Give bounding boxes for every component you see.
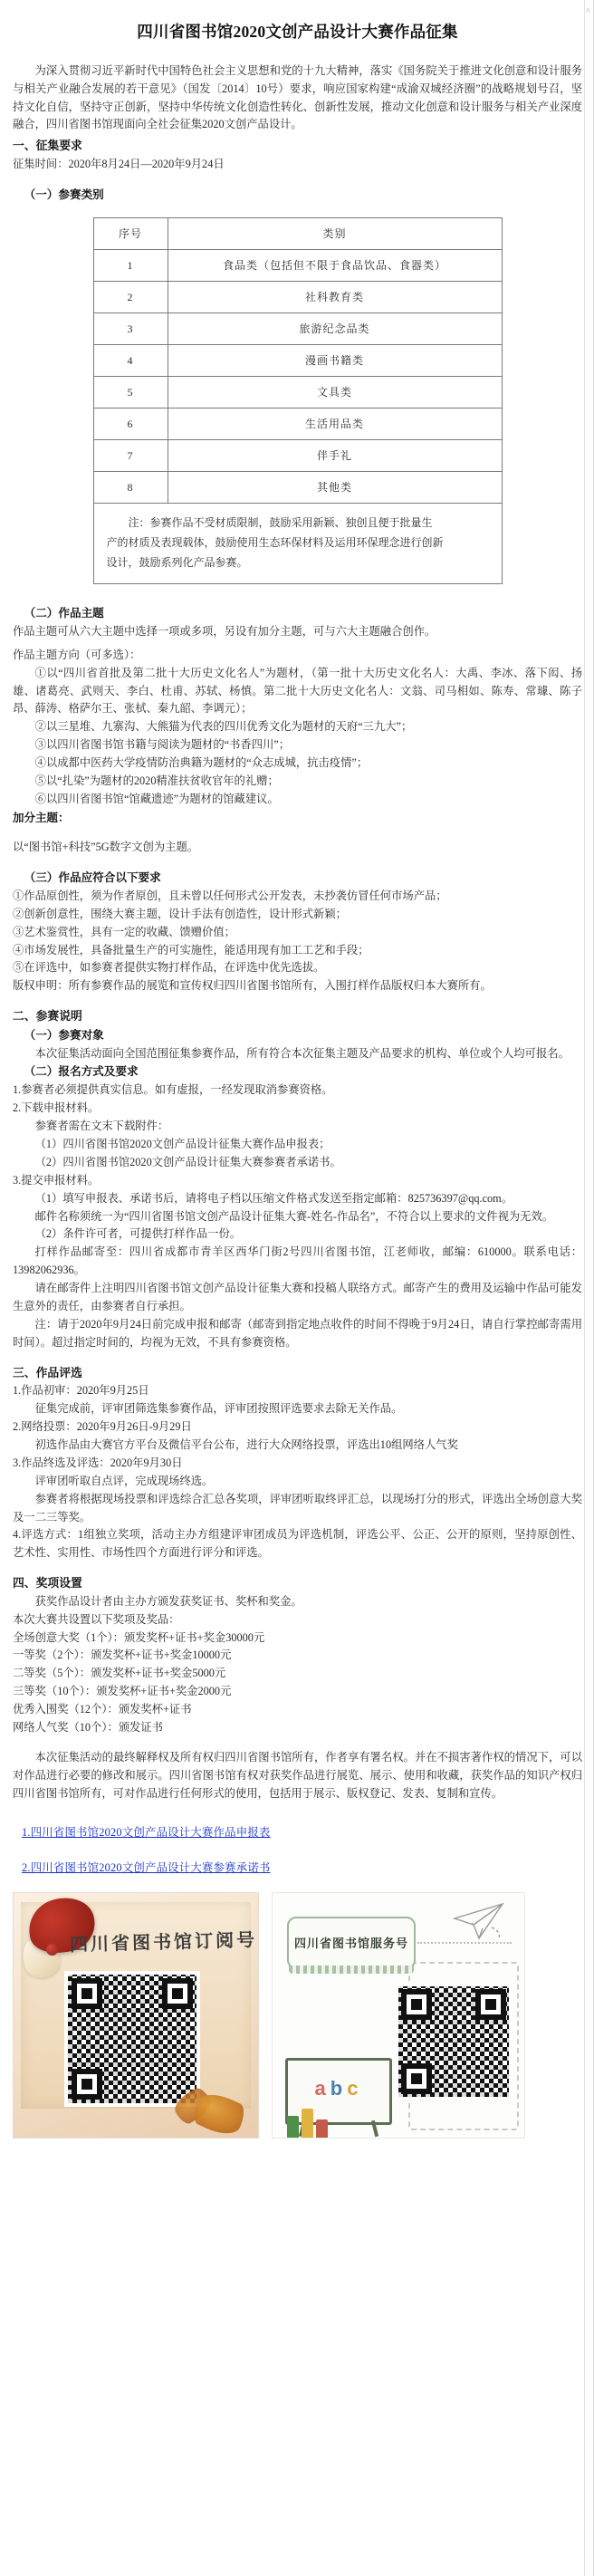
- theme-item-2: ②以三星堆、九寨沟、大熊猫为代表的四川优秀文化为题材的天府“三九大”；: [34, 720, 413, 734]
- category-table: [93, 217, 503, 585]
- review-item-4: 4.评选方式：1组独立奖项，活动主办方组建评审团成员为评选机制，评选公平、公正、公开的原则，坚持原创性、艺术性、实用性、市场性四个方面进行评分和评选。: [13, 1528, 582, 1560]
- requirement-item-2: ②创新创意性，围绕大赛主题，设计手法有创造性，设计形式新颖；: [13, 907, 347, 920]
- registration-item-2-sub: 参赛者需在文末下载附件：: [34, 1119, 169, 1132]
- award-line-2: 本次大赛共设置以下奖项及奖品：: [13, 1612, 180, 1626]
- row-category: 漫画书籍类: [168, 344, 502, 376]
- review-item-2-sub: 初选作品由大赛官方平台及微信平台公布，进行大众网络投票，评选出10组网络人气奖: [34, 1437, 458, 1451]
- review-item-1: 1.作品初审：2020年9月25日: [13, 1384, 149, 1398]
- submission-email-line: （1）填写申报表、承诺书后，请将电子档以压缩文件格式发送至指定邮箱：825736397@qq.com。: [34, 1191, 513, 1205]
- table-header-row: [93, 217, 502, 249]
- section-1-heading: 一、征集要求: [13, 139, 82, 153]
- theme-intro: 作品主题可从六大主题中选择一项或多项，另设有加分主题，可与六大主题融合创作。: [13, 624, 436, 638]
- table-row: [93, 281, 502, 312]
- book-red: [316, 2119, 328, 2139]
- row-category: 旅游纪念品类: [168, 312, 502, 344]
- section-3-heading: 三、作品评选: [13, 1366, 82, 1379]
- table-row: [93, 249, 502, 281]
- requirement-item-1: ①作品原创性，须为作者原创，且未曾以任何形式公开发表，未抄袭仿冒任何市场产品；: [13, 889, 447, 902]
- row-no: 1: [93, 249, 168, 281]
- qr-finder-top-left-icon: [401, 1989, 432, 2020]
- service-account-plaque: [287, 1917, 416, 1969]
- closing-statement: 本次征集活动的最终解释权及所有权归四川省图书馆所有，作者享有署名权。并在不损害著作权的情况下，可以对作品进行必要的修改和展示。四川省图书馆有权对获奖作品进行展览、展示、使用和收藏，获奖作品的知识产权归四川省图书馆所有，可对作品进行任何形式的使用，包括用于展示、版权登记、发表、复制和宣传。: [13, 1751, 582, 1800]
- theme-item-3: ③以四川省图书馆书籍与阅读为题材的“书香四川”；: [34, 738, 291, 752]
- table-row: [93, 439, 502, 471]
- review-item-3-sub-1: 评审团听取自点评，完成现场终选。: [34, 1474, 214, 1487]
- books-decoration-icon: [287, 2109, 328, 2139]
- qr-finder-top-right-icon: [475, 1989, 506, 2020]
- subscription-account-title: 四川省图书馆订阅号: [69, 1930, 258, 1956]
- row-category: 社科教育类: [168, 281, 502, 312]
- section-1-sub-1-heading: （一）参赛类别: [24, 187, 104, 201]
- book-green: [287, 2116, 299, 2139]
- chalk-letter-c: c: [347, 2076, 363, 2100]
- attachments-list: [13, 1823, 582, 1878]
- section-1-sub-2-heading: （二）作品主题: [24, 607, 104, 620]
- table-header-no: 序号: [93, 217, 168, 249]
- table-row: [93, 408, 502, 439]
- section-2-heading: 二、参赛说明: [13, 1010, 82, 1024]
- award-popularity-prize: 网络人气奖（10个）：颁发证书: [13, 1721, 164, 1735]
- dotted-connector-line: [417, 1942, 512, 1944]
- review-item-3: 3.作品终选及评选：2020年9月30日: [13, 1456, 183, 1469]
- scroll-up-arrow-icon[interactable]: ^: [586, 7, 590, 17]
- row-no: 7: [93, 439, 168, 471]
- table-header-category: 类别: [168, 217, 502, 249]
- chalk-letter-b: b: [330, 2076, 348, 2100]
- document-content: [0, 22, 593, 2139]
- row-category: 其他类: [168, 471, 502, 503]
- qr-finder-top-right-icon: [162, 1978, 193, 2009]
- review-item-2: 2.网络投票：2020年9月26日-9月29日: [13, 1420, 192, 1434]
- theme-item-5: ⑤以“扎染”为题材的2020精准扶贫收官年的礼赠；: [34, 774, 279, 788]
- registration-item-2: 2.下载申报材料。: [13, 1101, 100, 1115]
- award-first-prize: 一等奖（2个）：颁发奖杯+证书+奖金10000元: [13, 1648, 232, 1662]
- table-note-line-3: 设计，鼓励系列化产品参赛。: [106, 555, 248, 569]
- requirement-item-3: ③艺术鉴赏性，具有一定的收藏、馈赠价值；: [13, 925, 235, 938]
- chalkboard-letters: [288, 2077, 389, 2100]
- deadline-note: 注：请于2020年9月24日前完成申报和邮寄（邮寄到指定地点收件的时间不得晚于9月24日，请自行掌控邮寄需用时间）。超过指定时间的，均视为无效，不具有参赛资格。: [13, 1317, 582, 1349]
- section-4-heading: 四、奖项设置: [13, 1577, 82, 1591]
- plaque-fringe-decoration: [289, 1966, 414, 1974]
- award-line-1: 获奖作品设计者由主办方颁发获奖证书、奖杯和奖金。: [34, 1594, 302, 1608]
- registration-attachment-2: （2）四川省图书馆2020文创产品设计征集大赛参赛者承诺书。: [34, 1155, 341, 1168]
- row-category: 生活用品类: [168, 408, 502, 439]
- registration-item-1: 1.参赛者必须提供真实信息。如有虚报，一经发现取消参赛资格。: [13, 1083, 333, 1097]
- row-category: 伴手礼: [168, 439, 502, 471]
- book-yellow: [302, 2109, 313, 2139]
- table-row: [93, 312, 502, 344]
- row-no: 8: [93, 471, 168, 503]
- subscription-account-card: [13, 1892, 259, 2139]
- table-row: [93, 376, 502, 408]
- scrollbar-track[interactable]: [584, 0, 593, 2576]
- requirement-item-4: ④市场发展性，具备批量生产的可实施性，能适用现有加工工艺和手段；: [13, 943, 369, 956]
- submission-sample-line: （2）条件许可者，可提供打样作品一份。: [34, 1227, 242, 1241]
- table-note-line-2: 产的材质及表现载体，鼓励使用生态环保材料及运用环保理念进行创新: [106, 535, 444, 549]
- award-finalist-prize: 优秀入围奖（12个）：颁发奖杯+证书: [13, 1703, 192, 1716]
- award-second-prize: 二等奖（5个）：颁发奖杯+证书+奖金5000元: [13, 1667, 226, 1680]
- collection-period: 征集时间：2020年8月24日—2020年9月24日: [13, 157, 225, 170]
- row-no: 3: [93, 312, 168, 344]
- page-title: 四川省图书馆2020文创产品设计大赛作品征集: [137, 23, 458, 41]
- registration-item-3: 3.提交申报材料。: [13, 1173, 100, 1187]
- wax-seal-dot-icon: [46, 1944, 58, 1956]
- row-no: 4: [93, 344, 168, 376]
- table-note: [93, 503, 502, 584]
- bonus-theme-text: 以“图书馆+科技”5G数字文创为主题。: [13, 841, 199, 854]
- table-row: [93, 344, 502, 376]
- service-account-card: [272, 1892, 525, 2139]
- requirement-item-5: ⑤在评选中，如参赛者提供实物打样作品，在评选中优先选拔。: [13, 961, 325, 975]
- award-third-prize: 三等奖（10个）：颁发奖杯+证书+奖金2000元: [13, 1685, 232, 1698]
- mailing-note: 请在邮寄件上注明四川省图书馆文创产品设计征集大赛和投稿人联络方式。邮寄产生的费用及运输中作品可能发生意外的责任，由参赛者自行承担。: [13, 1282, 582, 1313]
- section-1-sub-3-heading: （三）作品应符合以下要求: [24, 871, 161, 885]
- review-item-3-sub-2: 参赛者将根据现场投票和评选综合汇总各奖项，评审团听取终评汇总，以现场打分的形式，评选出全场创意大奖及一二三等奖。: [13, 1492, 582, 1523]
- copyright-statement: 版权申明：所有参赛作品的展览和宣传权归四川省图书馆所有，入围打样作品版权归本大赛所有。: [13, 979, 492, 993]
- section-2-sub-1-heading: （一）参赛对象: [24, 1028, 104, 1042]
- row-category: 食品类（包括但不限于食品饮品、食器类）: [168, 249, 502, 281]
- intro-paragraph: 为深入贯彻习近平新时代中国特色社会主义思想和党的十九大精神，落实《国务院关于推进文化创意和设计服务与相关产业融合发展的若干意见》（国发〔2014〕10号）要求，响应国家构建“成渝双城经济圈”的战略规划号召，坚持文化自信，坚持守正创新，坚持中华传统文化创造性转化、创新性发展，推动文化创意和设计服务与相关产业深度融合，四川省图书馆现面向全社会征集2020文创产品设计。: [13, 63, 582, 131]
- service-account-qr-code[interactable]: [396, 1984, 512, 2100]
- award-grand-prize: 全场创意大奖（1个）：颁发奖杯+证书+奖金30000元: [13, 1630, 265, 1644]
- service-account-title: 四川省图书馆服务号: [293, 1936, 408, 1950]
- theme-direction-label: 作品主题方向（可多选）：: [13, 648, 141, 661]
- submission-email-note: 邮件名称须统一为“四川省图书馆文创产品设计征集大赛-姓名-作品名”，不符合以上要求的文件视为无效。: [34, 1209, 554, 1223]
- registration-attachment-1: （1）四川省图书馆2020文创产品设计征集大赛作品申报表；: [34, 1137, 331, 1150]
- chalk-letter-a: a: [314, 2076, 331, 2100]
- row-no: 6: [93, 408, 168, 439]
- row-category: 文具类: [168, 376, 502, 408]
- qr-code-banner-row: [13, 1878, 582, 2139]
- attachment-link-commitment-letter[interactable]: 2.四川省图书馆2020文创产品设计大赛参赛承诺书: [22, 1860, 271, 1874]
- row-no: 2: [93, 281, 168, 312]
- qr-finder-bottom-left-icon: [72, 2069, 102, 2100]
- mailing-address: 打样作品邮寄至：四川省成都市青羊区西华门街2号四川省图书馆，江老师收，邮编：610000。联系电话：13982062936。: [13, 1245, 582, 1277]
- table-note-row: [93, 503, 502, 584]
- theme-item-1: ①以“四川省首批及第二批十大历史文化名人”为题材，（第一批十大历史文化名人：大禹、李冰、落下闳、扬雄、诸葛亮、武则天、李白、杜甫、苏轼、杨慎。第二批十大历史文化名人：文翁、司马相如、陈寿、常璩、陈子昂、薛涛、格萨尔王、张栻、秦九韶、李调元）；: [13, 666, 582, 716]
- attachment-link-application-form[interactable]: 1.四川省图书馆2020文创产品设计大赛作品申报表: [22, 1825, 271, 1839]
- subscription-account-qr-code[interactable]: [64, 1971, 200, 2107]
- table-note-line-1: 注：参赛作品不受材质限制，鼓励采用新颖、独创且便于批量生: [128, 515, 433, 529]
- review-item-1-sub: 征集完成前，评审团筛选集参赛作品，评审团按照评选要求去除无关作品。: [34, 1402, 403, 1416]
- theme-item-4: ④以成都中医药大学疫情防治典籍为题材的“众志成城，抗击疫情”；: [34, 756, 369, 770]
- table-row: [93, 471, 502, 503]
- theme-item-6: ⑥以四川省图书馆“馆藏遗迹”为题材的馆藏建议。: [34, 793, 279, 805]
- bonus-theme-label: 加分主题：: [13, 811, 70, 824]
- section-2-sub-2-heading: （二）报名方式及要求: [24, 1065, 139, 1079]
- qr-finder-top-left-icon: [72, 1978, 102, 2009]
- qr-finder-bottom-left-icon: [401, 2063, 432, 2094]
- easel-leg-right: [371, 2120, 378, 2137]
- participants-text: 本次征集活动面向全国范围征集参赛作品，所有符合本次征集主题及产品要求的机构、单位或个人均可报名。: [34, 1046, 570, 1060]
- row-no: 5: [93, 376, 168, 408]
